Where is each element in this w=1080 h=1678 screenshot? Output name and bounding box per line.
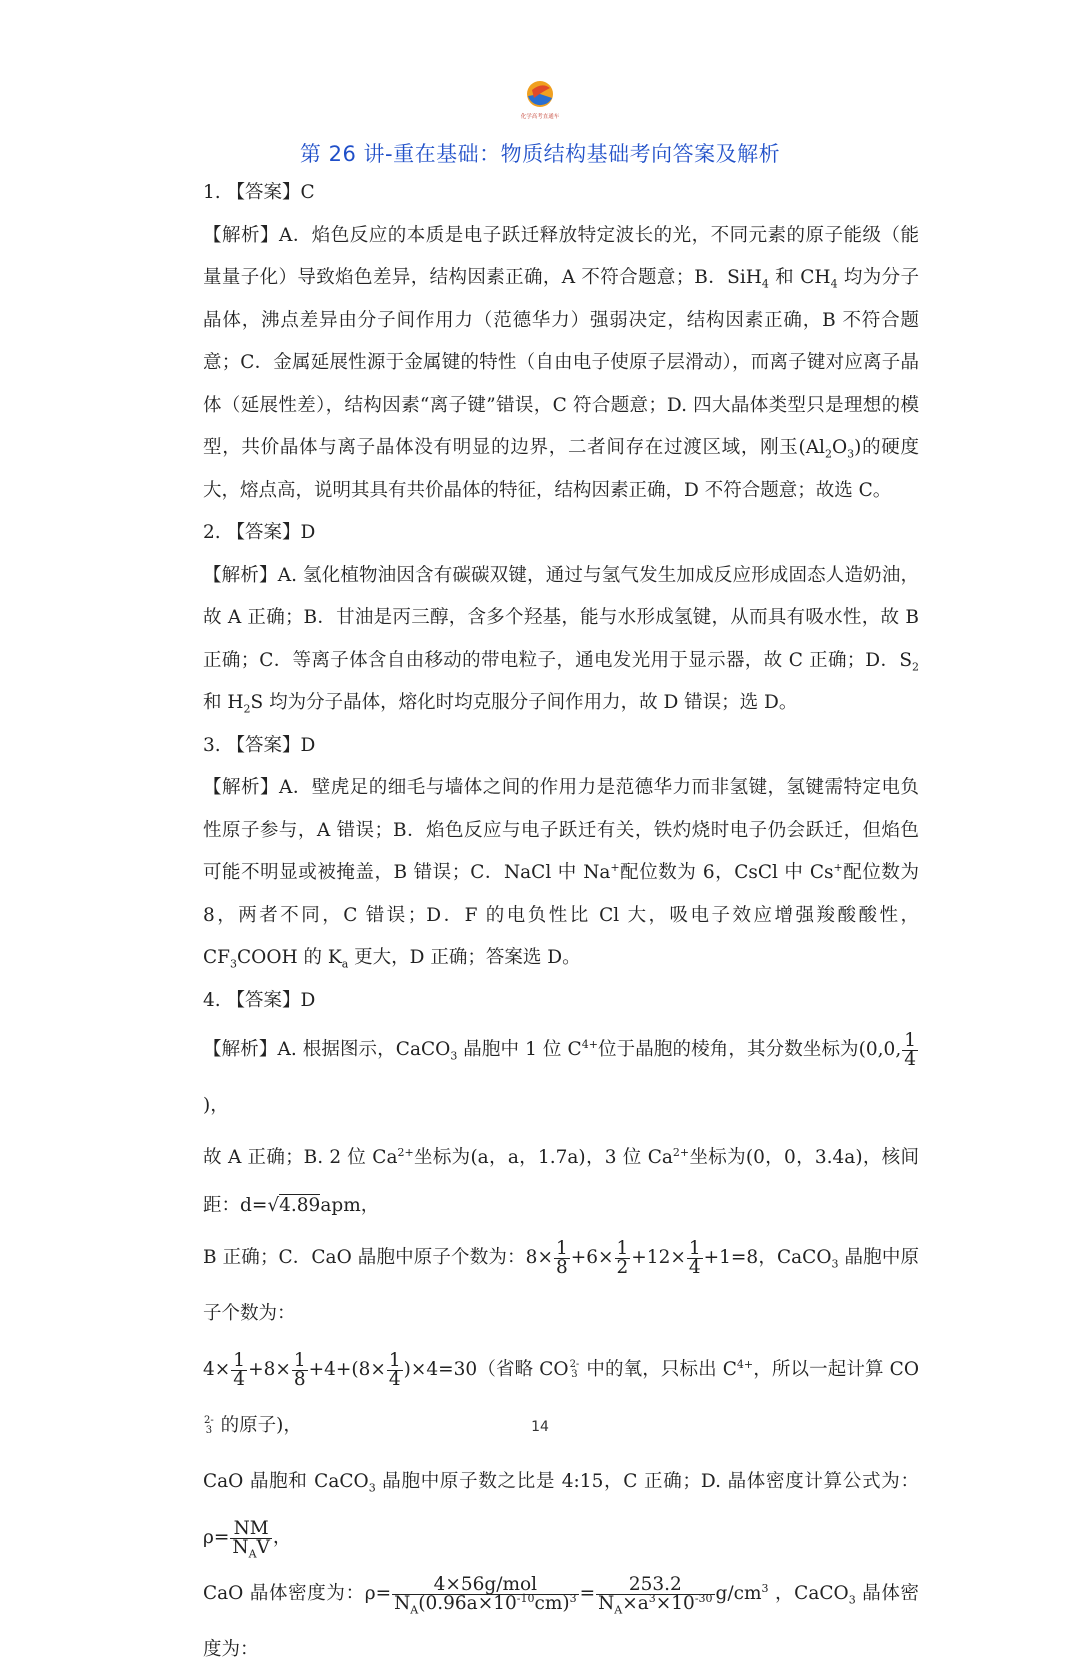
logo-text: 化学高考直通车	[520, 114, 560, 120]
q2-answer: 2. 【答案】D	[203, 522, 316, 543]
document-body	[203, 172, 919, 1678]
q1-answer: 1. 【答案】C	[203, 182, 315, 203]
page-title: 第 26 讲-重在基础：物质结构基础考向答案及解析	[299, 142, 781, 166]
q1-explanation: 【解析】A．焰色反应的本质是电子跃迁释放特定波长的光，不同元素的原子能级（能量量子化）导致焰色差异，结构因素正确，A 不符合题意；B．SiH$_4$ 和 $CH_4$ 均为分子晶体，沸点差异由分子间作用力（范德华力）强弱决定，结构因素正确，B 不符合题意；C．金属延展性源于金属键的特性（自由电子使原子层滑动），而离子键对应离子晶体（延展性差），结构因素“离子键”错误，C 符合题意；D. 四大晶体类型只是理想的模型，共价晶体与离子晶体没有明显的边界，二者间存在过渡区域，刚玉$(Al_2O_3)$的硬度大，熔点高，说明其具有共价晶体的特征，结构因素正确，D 不符合题意；故选 C。	[203, 224, 920, 501]
q3-answer: 3. 【答案】D	[203, 734, 316, 756]
q3-explanation: 【解析】A．壁虎足的细毛与墙体之间的作用力是范德华力而非氢键，氢键需特定电负性原子参与，A 错误；B．焰色反应与电子跃迁有关，铁灼烧时电子仍会跃迁，但焰色可能不明显或被掩盖，B 错误；C．NaCl 中 Na+配位数为 6，CsCl 中 Cs+配位数为 8，两者不同，C 错误；D．F 的电负性比 Cl 大，吸电子效应增强羧酸酸性，$CF_3COOH$ 的 $K_a$ 更大，D 正确；答案选 D。	[203, 777, 919, 971]
q4-answer: 4. 【答案】D	[203, 989, 316, 1011]
page-number: 14	[531, 1419, 549, 1435]
logo-icon	[512, 76, 568, 126]
q2-explanation: 【解析】A. 氢化植物油因含有碳碳双键，通过与氢气发生加成反应形成固态人造奶油，故 A 正确；B．甘油是丙三醇，含多个羟基，能与水形成氢键，从而具有吸水性，故 B 正确；C．等离子体含自由移动的带电粒子，通电发光用于显示器，故 C 正确；D．$S_2$ 和 $H_2S$ 均为分子晶体，熔化时均克服分子间作用力，故 D 错误；选 D。	[203, 564, 919, 716]
q4-explanation: 【解析】A. 根据图示，CaCO$_3$ 晶胞中 1 位 $C^{4+}$位于晶胞的棱角，其分数坐标为(0,0, $\frac{1}{4}$ )， 故 A 正确；B. 2 位 $Ca^{2+}$坐标为(a，a，1.7a)，3 位 $Ca^{2+}$坐标为(0，0，3.4a)，核间距：d=√4.89apm， B 正确；C．CaO 晶胞中原子个数为：8× $\frac{1}{8}$ +6× $\frac{1}{2}$ +12× $\frac{1}{4}$ +1=8，CaCO$_3$ 晶胞中原子个数为： 4× $\frac{1}{4}$ +8× $\frac{1}{8}$ +4+(8× $\frac{1}{4}$ )×4=30（省略 CO 2- 3 中的氧，只标出 $C^{4+}$，所以一起计算 CO 2- 3 的原子)， CaO 晶胞和 CaCO$_3$ 晶胞中原子数之比是 4:15，C 正确；D. 晶体密度计算公式为：ρ= $\frac{NM}{N_AV}$ ， CaO 晶体密度为：ρ= $\frac{\text{4×56g/mol}}{N_A(0.96a\times 10^{-10}cm)^3}$ = $\frac{253.2}{N_A\times a^3\times 10^{-30}}$ $g/cm^3$ ，CaCO$_3$ 晶体密度为：	[203, 1029, 920, 1660]
